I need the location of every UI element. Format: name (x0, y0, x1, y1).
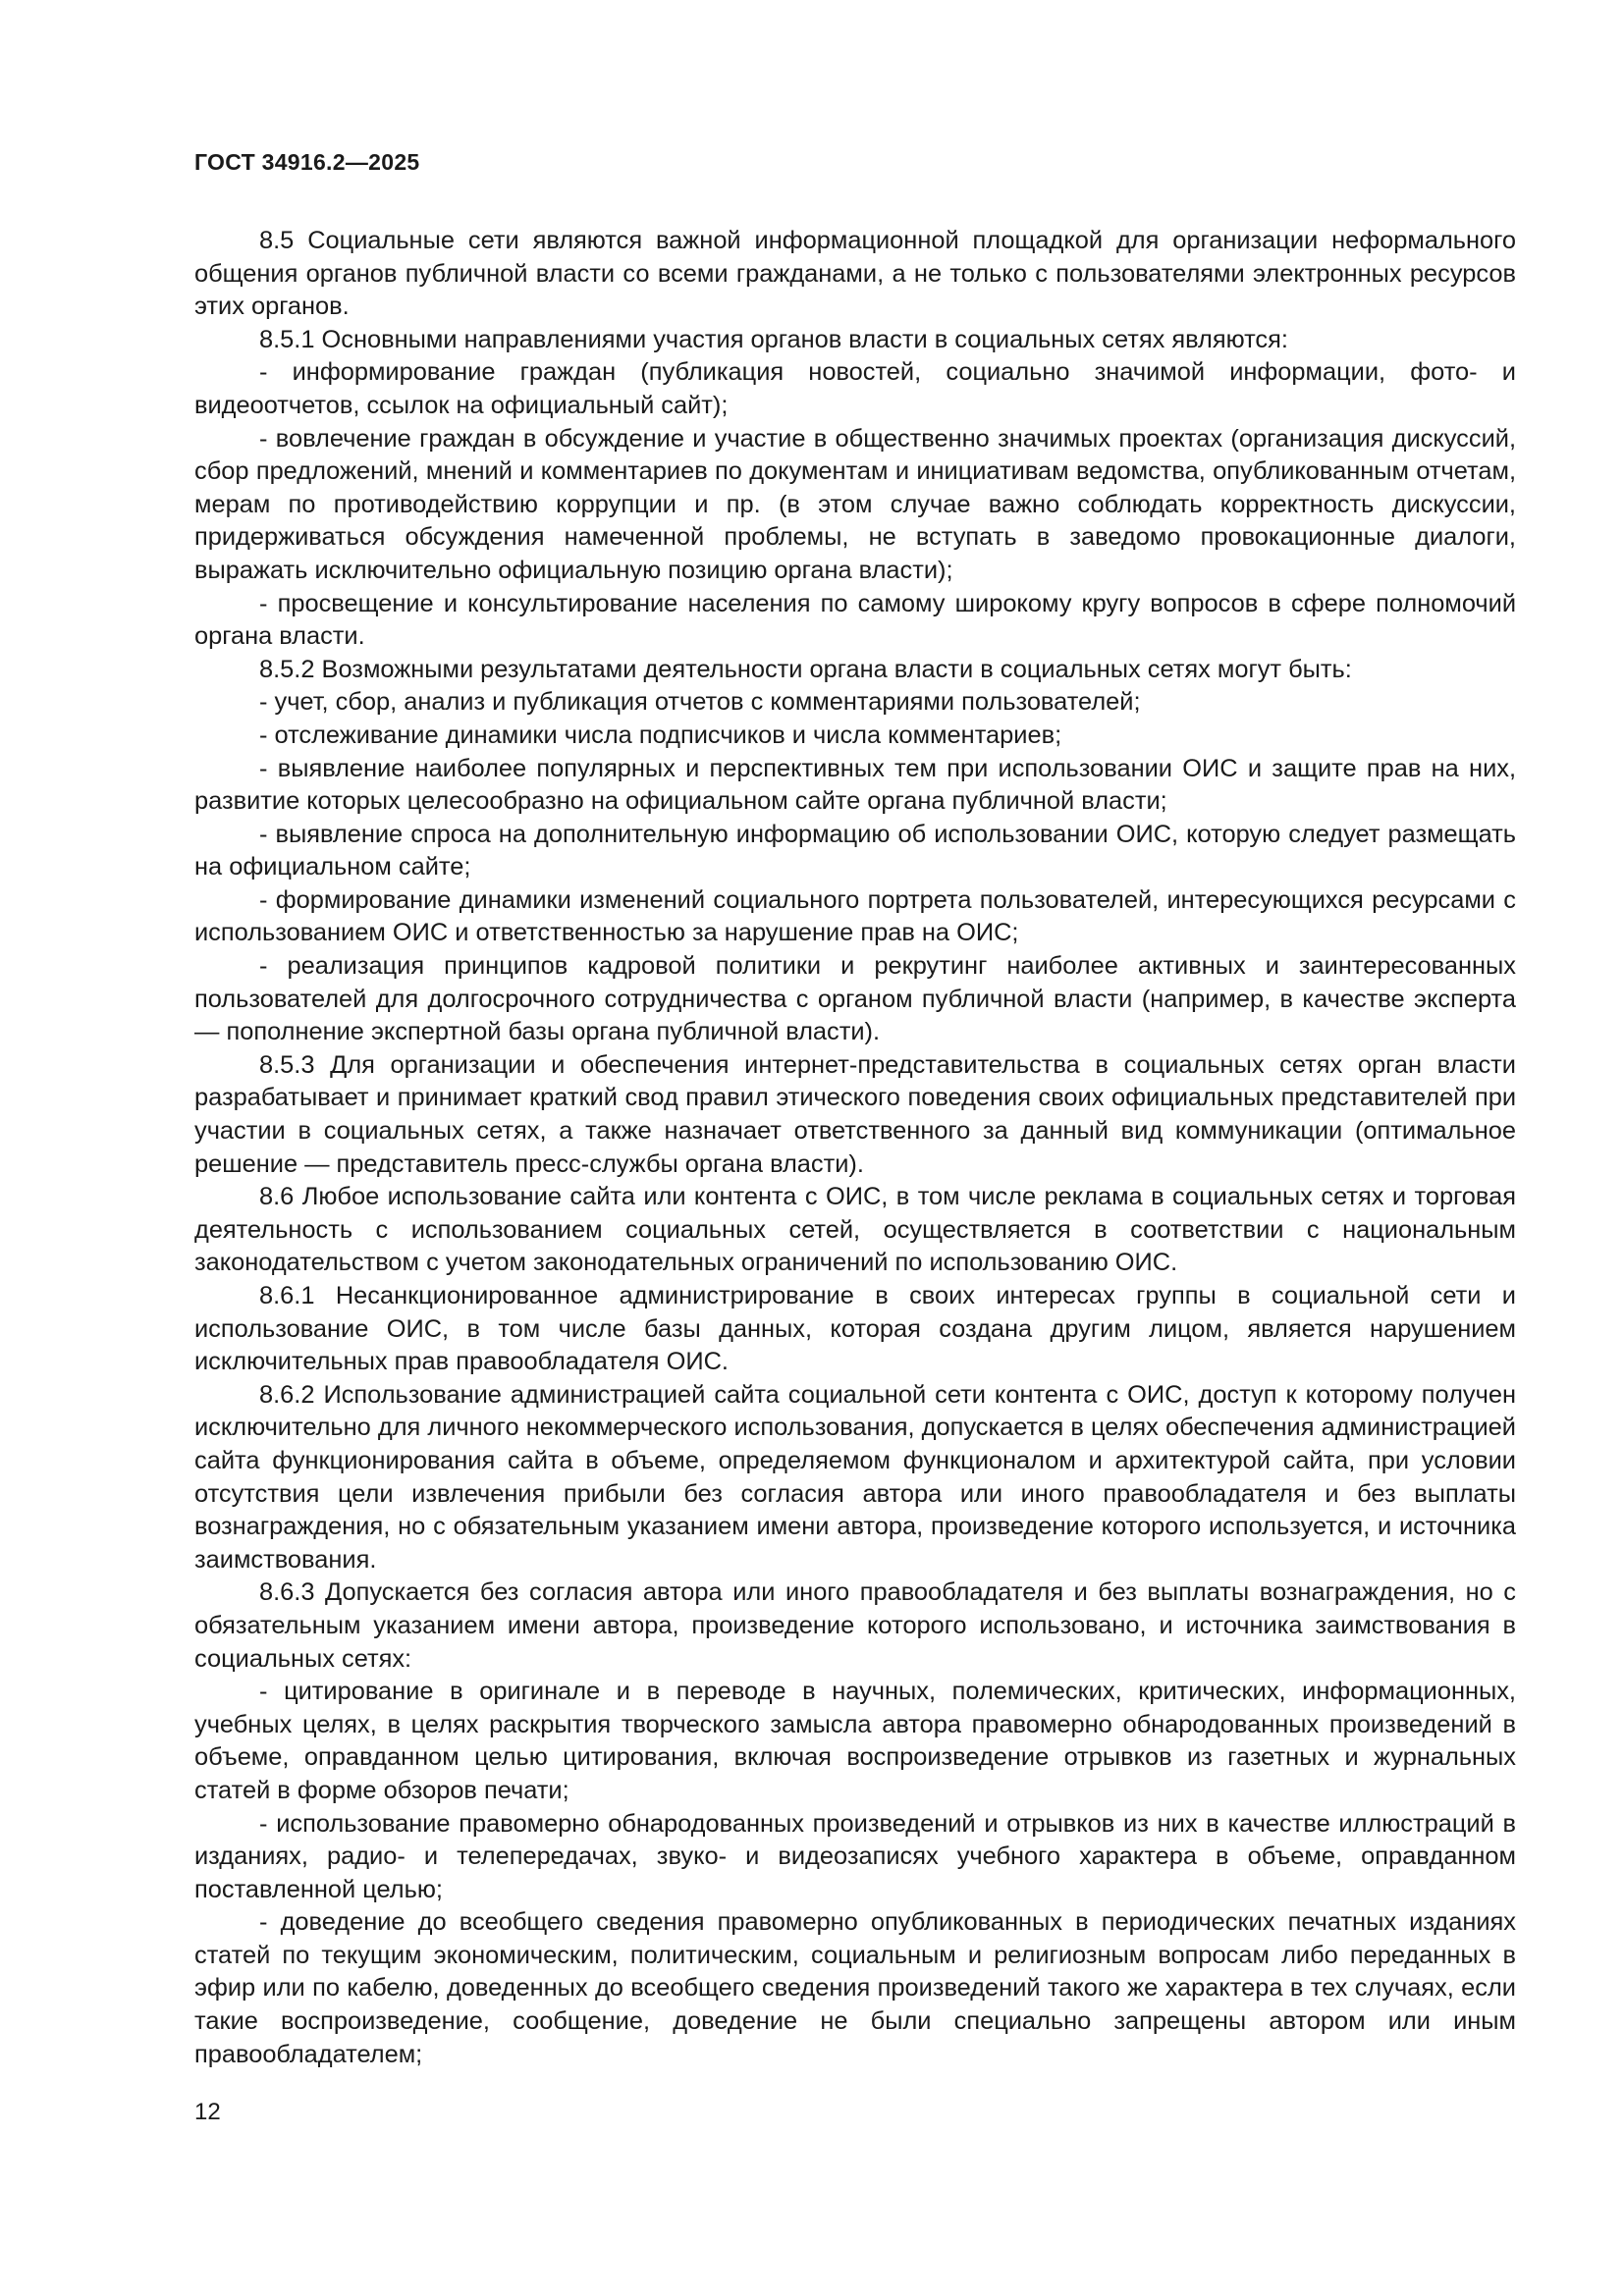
paragraph-8-6: 8.6 Любое использование сайта или контента с ОИС, в том числе реклама в социальных сетях и торговая деятельность с использованием социальных сетей, осуществляется в соответствии с национальным законодательством с учетом законодательных ограничений по использованию ОИС. (194, 1183, 1516, 1277)
paragraph-8-5: 8.5 Социальные сети являются важной информационной площадкой для организации неформального общения органов публичной власти со всеми гражданами, а не только с пользователями электронных ресурсов этих органов. (194, 227, 1516, 321)
list-item: - вовлечение граждан в обсуждение и участие в общественно значимых проектах (организация дискуссий, сбор предложений, мнений и комментариев по документам и инициативам ведомства, опубликованным отчетам, мерам по противодействию коррупции и пр. (в этом случае важно соблюдать корректность дискуссии, придерживаться обсуждения намеченной проблемы, не вступать в заведомо провокационные диалоги, выражать исключительно официальную позицию органа власти); (194, 424, 1516, 584)
list-item: - отслеживание динамики числа подписчиков и числа комментариев; (259, 721, 1062, 749)
paragraph-8-5-3: 8.5.3 Для организации и обеспечения интернет-представительства в социальных сетях орган власти разрабатывает и принимает краткий свод правил этического поведения своих официальных представителей при участии в социальных сетях, а также назначает ответственного за данный вид коммуникации (оптимальное решение — представитель пресс-службы органа власти). (194, 1050, 1516, 1178)
list-item: - цитирование в оригинале и в переводе в научных, полемических, критических, информационных, учебных целях, в целях раскрытия творческого замысла автора правомерно обнародованных произведений в объеме, оправданном целью цитирования, включая воспроизведение отрывков из газетных и журнальных статей в форме обзоров печати; (194, 1678, 1516, 1804)
document-body (194, 225, 1516, 2071)
list-item: - просвещение и консультирование населения по самому широкому кругу вопросов в сфере полномочий органа власти. (194, 589, 1516, 651)
list-item: - информирование граждан (публикация новостей, социально значимой информации, фото- и видеоотчетов, ссылок на официальный сайт); (194, 358, 1516, 419)
list-item: - учет, сбор, анализ и публикация отчетов с комментариями пользователей; (259, 688, 1141, 717)
list-item: - реализация принципов кадровой политики и рекрутинг наиболее активных и заинтересованных пользователей для долгосрочного сотрудничества с органом публичной власти (например, в качестве эксперта — пополнение экспертной базы органа публичной власти). (194, 952, 1516, 1046)
paragraph-8-6-2: 8.6.2 Использование администрацией сайта социальной сети контента с ОИС, доступ к которому получен исключительно для личного некоммерческого использования, допускается в целях обеспечения администрацией сайта функционирования сайта в объеме, определяемом функционалом и архитектурой сайта, при условии отсутствия цели извлечения прибыли без согласия автора или иного правообладателя и без выплаты вознаграждения, но с обязательным указанием имени автора, произведение которого используется, и источника заимствования. (194, 1380, 1516, 1574)
document-header: ГОСТ 34916.2—2025 (194, 149, 420, 175)
paragraph-8-6-3: 8.6.3 Допускается без согласия автора или иного правообладателя и без выплаты вознаграждения, но с обязательным указанием имени автора, произведение которого использовано, и источника заимствования в социальных сетях: (194, 1578, 1516, 1673)
paragraph-8-5-1: 8.5.1 Основными направлениями участия органов власти в социальных сетях являются: (259, 325, 1288, 353)
page-number: 12 (194, 2099, 221, 2125)
list-item: - доведение до всеобщего сведения правомерно опубликованных в периодических печатных изданиях статей по текущим экономическим, политическим, социальным и религиозным вопросам либо переданных в эфир или по кабелю, доведенных до всеобщего сведения произведений такого же характера в тех случаях, если такие воспроизведение, сообщение, доведение не были специально запрещены автором или иным правообладателем; (194, 1908, 1516, 2068)
list-item: - использование правомерно обнародованных произведений и отрывков из них в качестве иллюстраций в изданиях, радио- и телепередачах, звуко- и видеозаписях учебного характера в объеме, оправданном поставленной целью; (194, 1809, 1516, 1903)
paragraph-8-6-1: 8.6.1 Несанкционированное администрирование в своих интересах группы в социальной сети и использование ОИС, в том числе базы данных, которая создана другим лицом, является нарушением исключительных прав правообладателя ОИС. (194, 1282, 1516, 1376)
paragraph-8-5-2: 8.5.2 Возможными результатами деятельности органа власти в социальных сетях могут быть: (259, 655, 1352, 683)
list-item: - выявление наиболее популярных и перспективных тем при использовании ОИС и защите прав на них, развитие которых целесообразно на официальном сайте органа публичной власти; (194, 754, 1516, 816)
list-item: - выявление спроса на дополнительную информацию об использовании ОИС, которую следует размещать на официальном сайте; (194, 820, 1516, 881)
list-item: - формирование динамики изменений социального портрета пользователей, интересующихся ресурсами с использованием ОИС и ответственностью за нарушение прав на ОИС; (194, 885, 1516, 947)
